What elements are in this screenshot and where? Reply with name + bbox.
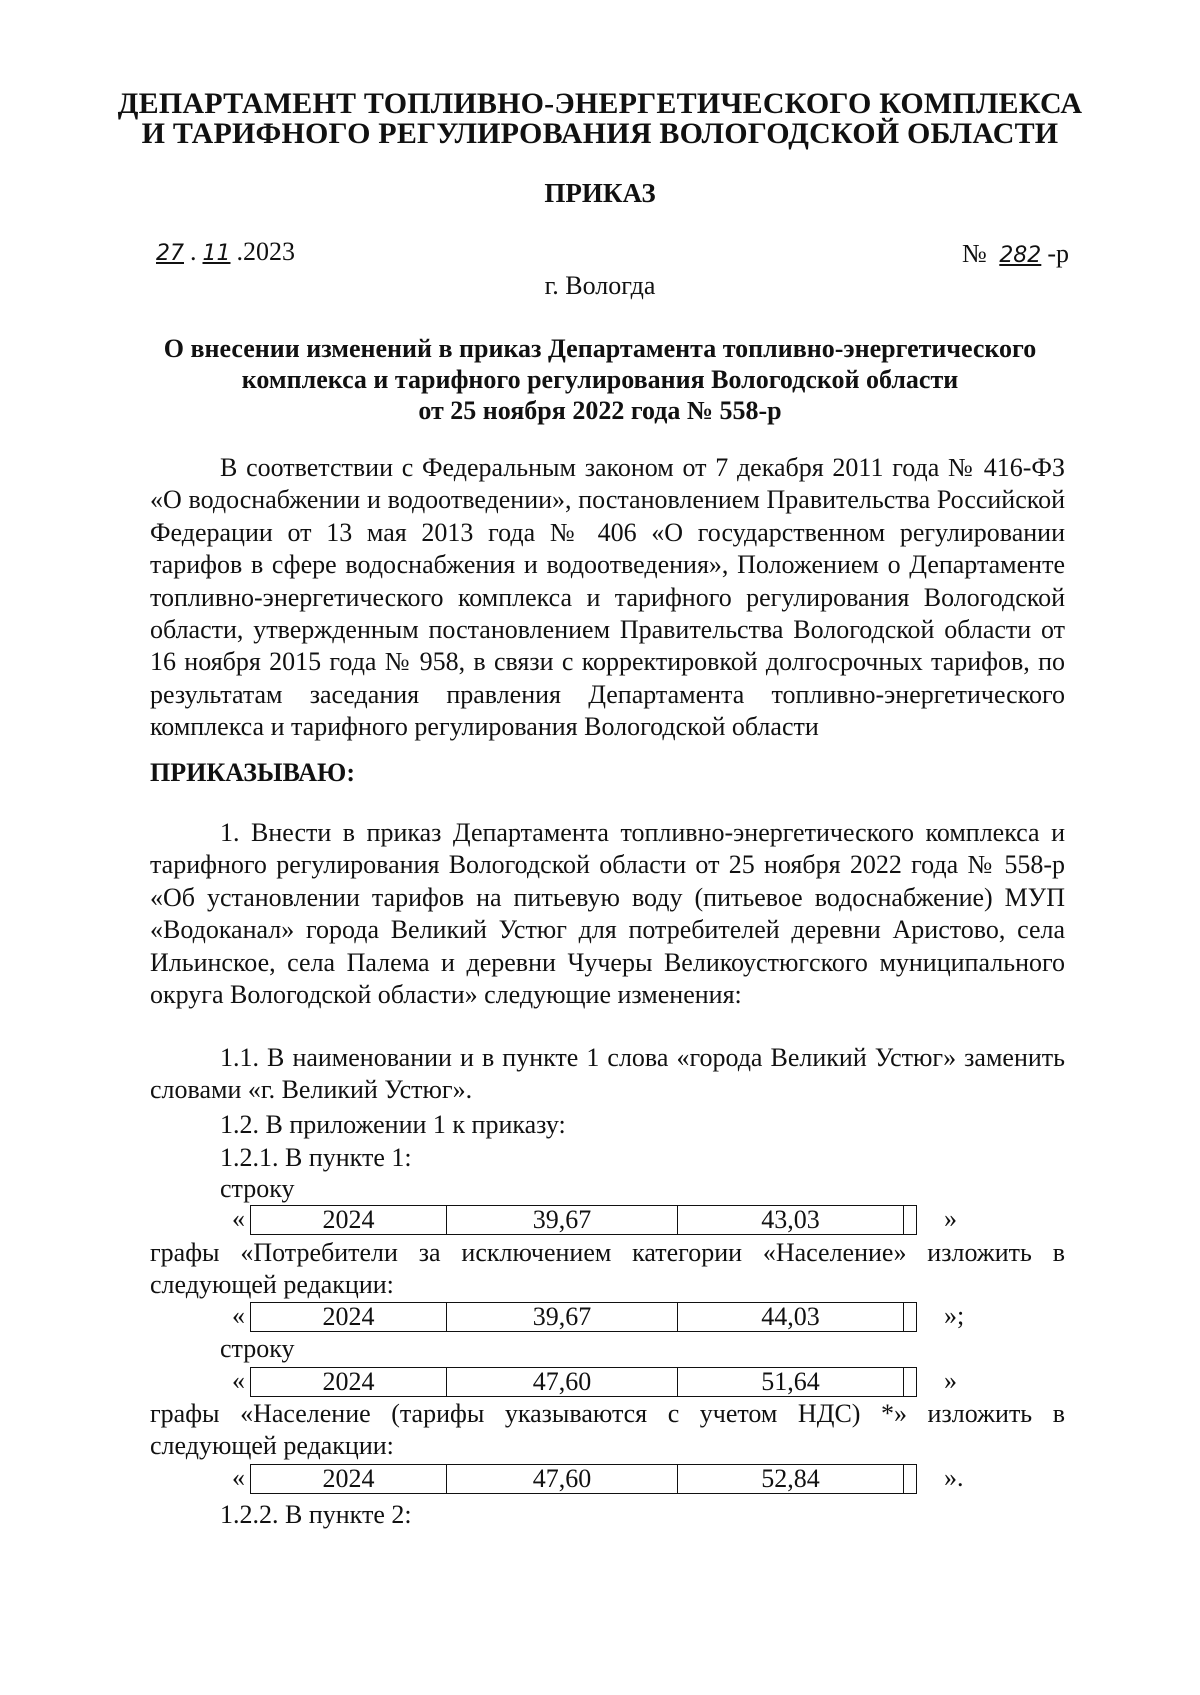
quote-close: »;: [944, 1301, 965, 1330]
city: г. Вологда: [544, 271, 656, 300]
table-row: [232, 1301, 992, 1333]
table-cells: [250, 1464, 917, 1494]
cell-value-1: 47,60: [447, 1465, 678, 1493]
subject-line3: от 25 ноября 2022 года № 558-р: [418, 396, 782, 425]
item-1-1-text: 1.1. В наименовании и в пункте 1 слова «города Великий Устюг» заменить словами «г. Великий Устюг».: [150, 1043, 1065, 1105]
number-sign: №: [962, 239, 987, 268]
cell-empty: [904, 1368, 916, 1396]
graph-2-instruction: графы «Население (тарифы указываются с учетом НДС) *» изложить в следующей редакции:: [150, 1399, 1065, 1461]
quote-open: «: [232, 1366, 245, 1395]
date-month: 11: [202, 241, 231, 266]
item-1: [150, 817, 1065, 1011]
cell-value-1: 47,60: [447, 1368, 678, 1396]
preamble-text: В соответствии с Федеральным законом от 7 декабря 2011 года № 416-ФЗ «О водоснабжении и водоотведении», постановлением Правительства Российской Федерации от 13 мая 2013 года № 406 «О государственном регулировании тарифов в сфере водоснабжения и водоотведения», Положением о Департаменте топливно-энергетического комплекса и тарифного регулирования Вологодской области, утвержденным постановлением Правительства Вологодской области от 16 ноября 2015 года № 958, в связи с корректировкой долгосрочных тарифов, по результатам заседания правления Департамента топливно-энергетического комплекса и тарифного регулирования Вологодской области: [150, 453, 1065, 742]
number-value: 282: [999, 243, 1042, 268]
cell-year: 2024: [251, 1206, 447, 1234]
cell-year: 2024: [251, 1303, 447, 1331]
cell-empty: [904, 1465, 916, 1493]
word-row-1: строку: [220, 1174, 295, 1203]
document-type: ПРИКАЗ: [544, 178, 656, 208]
cell-value-2: 43,03: [678, 1206, 904, 1234]
quote-open: «: [232, 1301, 245, 1330]
table-row: [232, 1463, 992, 1495]
cell-year: 2024: [251, 1465, 447, 1493]
item-1-1: [150, 1042, 1065, 1107]
graph-1-instruction: графы «Потребители за исключением категории «Население» изложить в следующей редакции:: [150, 1238, 1065, 1300]
word-row-2: строку: [220, 1334, 295, 1363]
quote-close: »: [944, 1366, 957, 1395]
quote-close: ».: [944, 1463, 964, 1492]
quote-open: «: [232, 1204, 245, 1233]
cell-value-2: 51,64: [678, 1368, 904, 1396]
quote-open: «: [232, 1463, 245, 1492]
table-row: [232, 1204, 992, 1236]
cell-year: 2024: [251, 1368, 447, 1396]
order-word: ПРИКАЗЫВАЮ:: [150, 758, 355, 787]
table-cells: [250, 1205, 917, 1235]
cell-value-1: 39,67: [447, 1303, 678, 1331]
cell-value-2: 44,03: [678, 1303, 904, 1331]
cell-value-2: 52,84: [678, 1465, 904, 1493]
date-year: .2023: [236, 237, 295, 266]
table-cells: [250, 1367, 917, 1397]
cell-value-1: 39,67: [447, 1206, 678, 1234]
department-name-line1: ДЕПАРТАМЕНТ ТОПЛИВНО-ЭНЕРГЕТИЧЕСКОГО КОМПЛЕКСА: [117, 87, 1083, 120]
item-1-2-2: 1.2.2. В пункте 2:: [220, 1500, 412, 1529]
department-name-line2: И ТАРИФНОГО РЕГУЛИРОВАНИЯ ВОЛОГОДСКОЙ ОБЛАСТИ: [141, 117, 1059, 150]
document-number: [962, 238, 1069, 273]
subject-line2: комплекса и тарифного регулирования Вологодской области: [241, 365, 959, 394]
document-date: [150, 236, 295, 271]
date-day: 27: [156, 241, 184, 266]
item-1-text: 1. Внести в приказ Департамента топливно-энергетического комплекса и тарифного регулирования Вологодской области от 25 ноября 2022 года № 558-р «Об установлении тарифов на питьевую воду (питьевое водоснабжение) МУП «Водоканал» города Великий Устюг для потребителей деревни Аристово, села Ильинское, села Палема и деревни Чучеры Великоустюгского муниципального округа Вологодской области» следующие изменения:: [150, 818, 1065, 1010]
cell-empty: [904, 1206, 916, 1234]
date-separator: .: [190, 237, 197, 266]
item-1-2: 1.2. В приложении 1 к приказу:: [220, 1110, 566, 1139]
quote-close: »: [944, 1204, 957, 1233]
preamble: [150, 452, 1065, 744]
item-1-2-1: 1.2.1. В пункте 1:: [220, 1143, 412, 1172]
table-cells: [250, 1302, 917, 1332]
table-row: [232, 1366, 992, 1398]
cell-empty: [904, 1303, 916, 1331]
number-suffix: -р: [1047, 239, 1069, 268]
subject-line1: О внесении изменений в приказ Департамента топливно-энергетического: [163, 334, 1037, 363]
